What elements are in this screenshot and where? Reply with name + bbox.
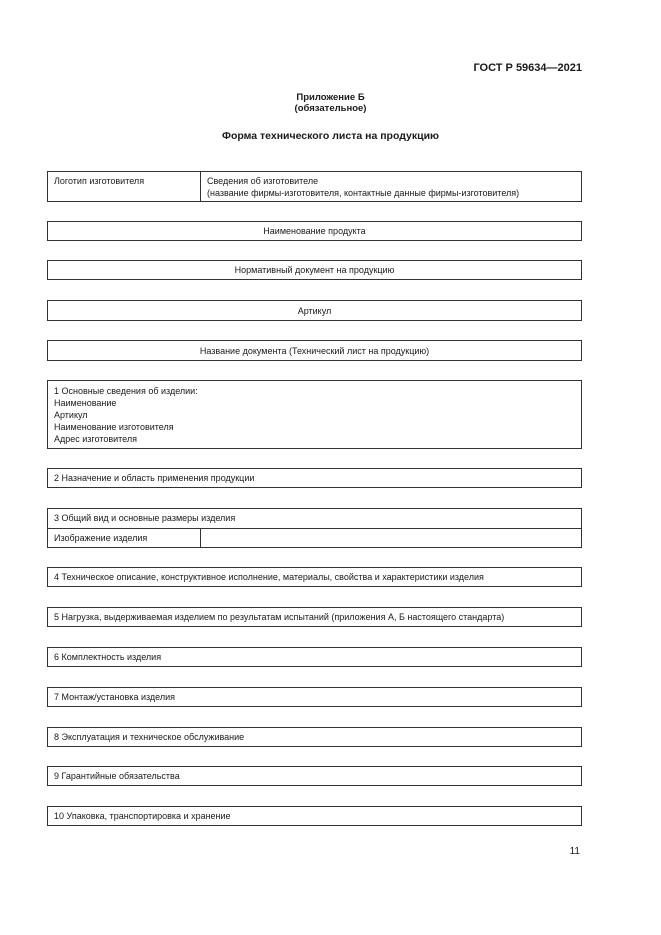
section-3-box (47, 508, 582, 548)
manufacturer-info-cell (201, 172, 581, 201)
section-1-line: Наименование изготовителя (54, 422, 174, 432)
section-1-box (47, 380, 582, 449)
standard-code: ГОСТ Р 59634—2021 (473, 62, 582, 74)
section-9-box: 9 Гарантийные обязательства (47, 766, 582, 786)
section-1-line: Адрес изготовителя (54, 434, 137, 444)
normative-doc-box: Нормативный документ на продукцию (47, 260, 582, 280)
section-4-box: 4 Техническое описание, конструктивное исполнение, материалы, свойства и характеристики изделия (47, 567, 582, 587)
section-7-box: 7 Монтаж/установка изделия (47, 687, 582, 707)
section-6-box: 6 Комплектность изделия (47, 647, 582, 667)
appendix-title: Приложение Б (296, 92, 365, 103)
logo-cell: Логотип изготовителя (48, 172, 201, 201)
document-name-box: Название документа (Технический лист на продукцию) (47, 340, 582, 361)
appendix-status: (обязательное) (294, 103, 367, 114)
section-1-line: Наименование (54, 398, 117, 408)
manufacturer-info-note: (название фирмы-изготовителя, контактные данные фирмы-изготовителя) (207, 188, 520, 198)
section-8-box: 8 Эксплуатация и техническое обслуживание (47, 727, 582, 747)
form-title: Форма технического листа на продукцию (221, 130, 439, 142)
section-1-title: 1 Основные сведения об изделии: (54, 386, 198, 396)
product-name-box: Наименование продукта (47, 221, 582, 241)
section-5-box: 5 Нагрузка, выдерживаемая изделием по результатам испытаний (приложения А, Б настоящего стандарта) (47, 607, 582, 627)
page-number: 11 (569, 846, 580, 857)
section-1-line: Артикул (54, 410, 88, 420)
appendix-heading (0, 92, 661, 114)
article-box: Артикул (47, 300, 582, 321)
section-3-title: 3 Общий вид и основные размеры изделия (48, 509, 581, 529)
section-2-box: 2 Назначение и область применения продукции (47, 468, 582, 488)
product-image-label: Изображение изделия (48, 529, 201, 548)
manufacturer-info-title: Сведения об изготовителе (207, 176, 319, 186)
manufacturer-box (47, 171, 582, 202)
section-10-box: 10 Упаковка, транспортировка и хранение (47, 806, 582, 826)
